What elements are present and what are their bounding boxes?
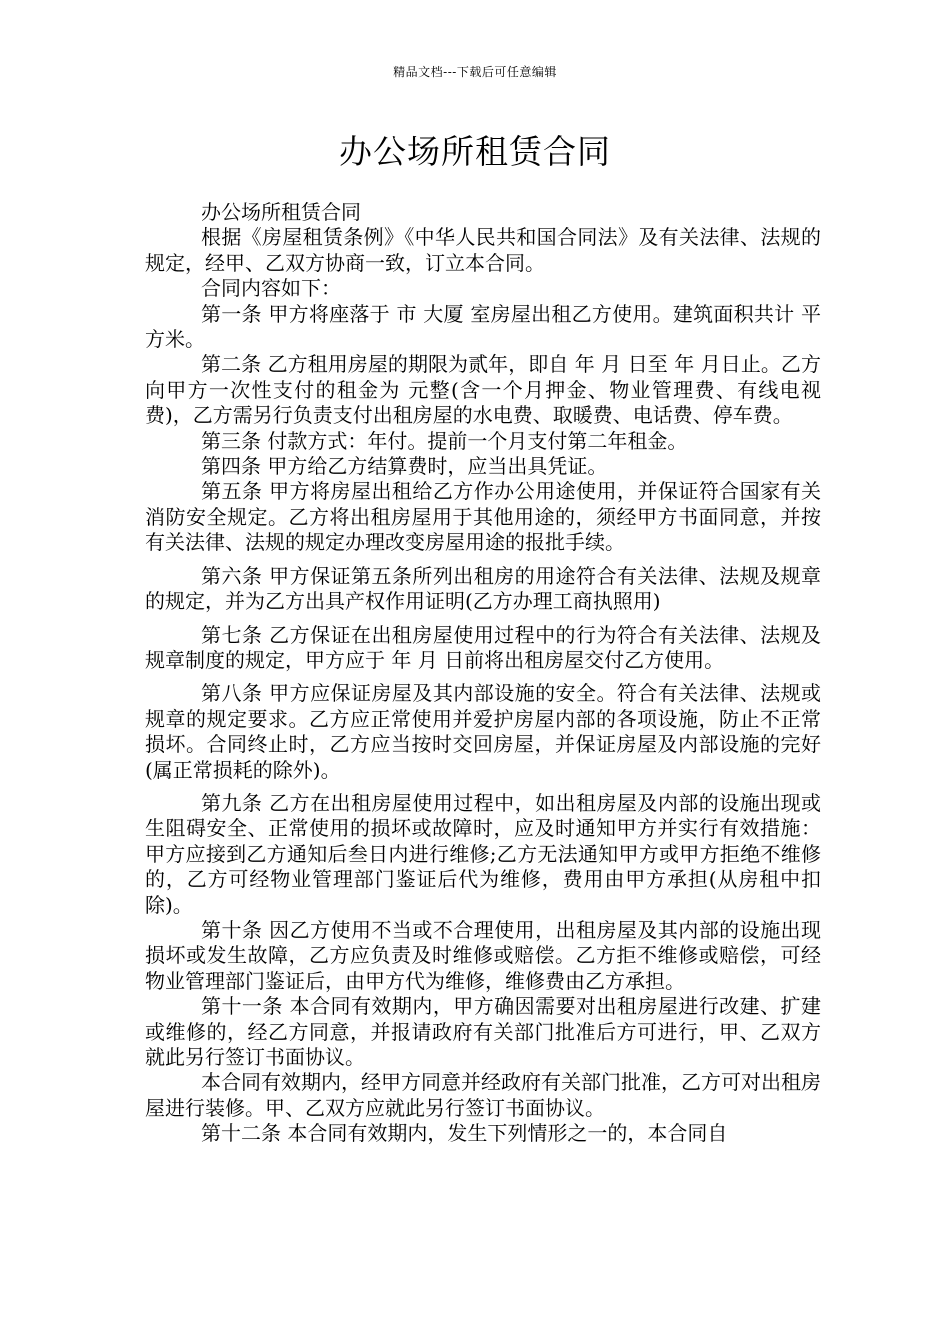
article-3: 第三条 付款方式：年付。提前一个月支付第二年租金。 [201, 428, 688, 453]
article-4: 第四条 甲方给乙方结算费时，应当出具凭证。 [201, 454, 608, 479]
paragraph-renovation: 本合同有效期内，经甲方同意并经政府有关部门批准，乙方可对出租房屋进行装修。甲、乙双方应就此另行签订书面协议。 [145, 1070, 821, 1120]
paragraph-intro: 合同内容如下： [201, 276, 341, 301]
article-1: 第一条 甲方将座落于 市 大厦 室房屋出租乙方使用。建筑面积共计 平方米。 [145, 301, 821, 352]
document-title: 办公场所租赁合同 [339, 132, 611, 171]
article-2: 第二条 乙方租用房屋的期限为贰年，即自 年 月 日至 年 月日止。乙方向甲方一次性支付的租金为 元整(含一个月押金、物业管理费、有线电视费)，乙方需另行负责支付出租房屋的水电费、取暖费、电话费、停车费。 [145, 352, 821, 428]
article-9: 第九条 乙方在出租房屋使用过程中，如出租房屋及内部的设施出现或生阻碍安全、正常使用的损坏或故障时，应及时通知甲方并实行有效措施：甲方应接到乙方通知后叁日内进行维修;乙方无法通知甲方或甲方拒绝不维修的，乙方可经物业管理部门鉴证后代为维修，费用由甲方承担(从房租中扣除)。 [145, 790, 821, 917]
article-7: 第七条 乙方保证在出租房屋使用过程中的行为符合有关法律、法规及规章制度的规定，甲方应于 年 月 日前将出租房屋交付乙方使用。 [145, 622, 821, 672]
article-8: 第八条 甲方应保证房屋及其内部设施的安全。符合有关法律、法规或规章的规定要求。乙方应正常使用并爱护房屋内部的各项设施，防止不正常损坏。合同终止时，乙方应当按时交回房屋，并保证房屋及内部设施的完好(属正常损耗的除外)。 [145, 681, 821, 782]
document-body [145, 200, 821, 1147]
paragraph-heading: 办公场所租赁合同 [201, 200, 361, 224]
article-12: 第十二条 本合同有效期内，发生下列情形之一的，本合同自 [201, 1121, 728, 1146]
header-note: 精品文档---下载后可任意编辑 [393, 65, 557, 79]
article-11: 第十一条 本合同有效期内，甲方确因需要对出租房屋进行改建、扩建或维修的，经乙方同意，并报请政府有关部门批准后方可进行，甲、乙双方就此另行签订书面协议。 [145, 994, 821, 1069]
article-10: 第十条 因乙方使用不当或不合理使用，出租房屋及其内部的设施出现损坏或发生故障，乙方应负责及时维修或赔偿。乙方拒不维修或赔偿，可经物业管理部门鉴证后，由甲方代为维修，维修费由乙方承担。 [145, 917, 821, 993]
article-5: 第五条 甲方将房屋出租给乙方作办公用途使用，并保证符合国家有关消防安全规定。乙方将出租房屋用于其他用途的，须经甲方书面同意，并按有关法律、法规的规定办理改变房屋用途的报批手续。 [145, 479, 821, 555]
paragraph-preamble: 根据《房屋租赁条例》《中华人民共和国合同法》及有关法律、法规的规定，经甲、乙双方协商一致，订立本合同。 [145, 225, 821, 275]
article-6: 第六条 甲方保证第五条所列出租房的用途符合有关法律、法规及规章的规定，并为乙方出具产权作用证明(乙方办理工商执照用) [145, 563, 821, 614]
